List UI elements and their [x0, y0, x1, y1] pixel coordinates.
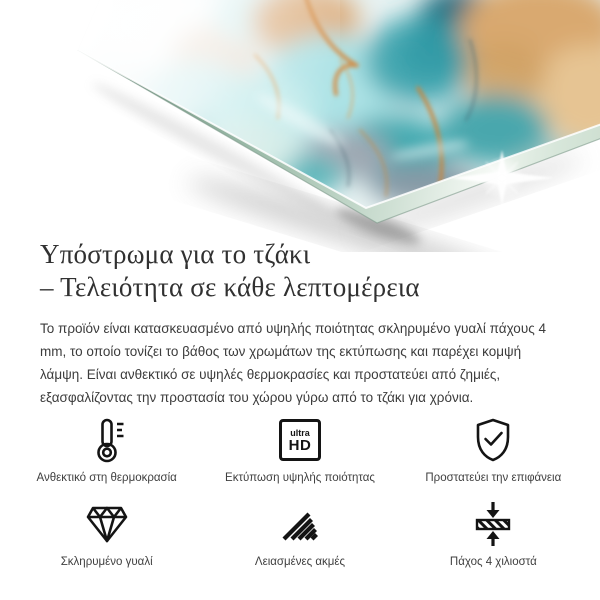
- product-description: Το προϊόν είναι κατασκευασμένο από υψηλής ποιότητας σκληρυμένο γυαλί πάχους 4 mm, το οποίο τονίζει το βάθος των χρωμάτων της εκτύπωσης και παρέχει κομψή λάμψη. Είναι ανθεκτικό σε υψηλές θερμοκρασίες και προστατεύει από ζημιές, εξασφαλίζοντας την προστασία του χώρου γύρω από το τζάκι για χρόνια.: [40, 321, 546, 405]
- feature-tempered-glass: [10, 500, 203, 568]
- page-title: [40, 238, 560, 304]
- feature-label: Πάχος 4 χιλιοστά: [449, 556, 537, 568]
- feature-surface-protection: [397, 416, 590, 484]
- feature-polished-edges: [203, 500, 396, 568]
- ultra-hd-icon: ultra HD: [279, 416, 321, 464]
- product-image: [0, 0, 600, 252]
- feature-print-quality: [203, 416, 396, 484]
- feature-label: Λειασμένες ακμές: [254, 556, 346, 568]
- feature-temperature-resistant: [10, 416, 203, 484]
- diamond-icon: [85, 500, 129, 548]
- description-section: [36, 236, 562, 568]
- thickness-icon: [473, 500, 513, 548]
- shield-check-icon: [472, 416, 514, 464]
- page-title-line2: – Τελειότητα σε κάθε λεπτομέρεια: [40, 272, 420, 302]
- features-grid: [10, 416, 590, 568]
- thermometer-icon: [89, 416, 125, 464]
- feature-label: Εκτύπωση υψηλής ποιότητας: [225, 472, 375, 484]
- polished-edges-icon: [280, 500, 320, 548]
- feature-label: Σκληρυμένο γυαλί: [60, 556, 153, 568]
- page-title-line1: Υπόστρωμα για το τζάκι: [40, 239, 311, 269]
- feature-label: Προστατεύει την επιφάνεια: [425, 472, 562, 484]
- feature-label: Ανθεκτικό στη θερμοκρασία: [36, 472, 177, 484]
- feature-thickness: [397, 500, 590, 568]
